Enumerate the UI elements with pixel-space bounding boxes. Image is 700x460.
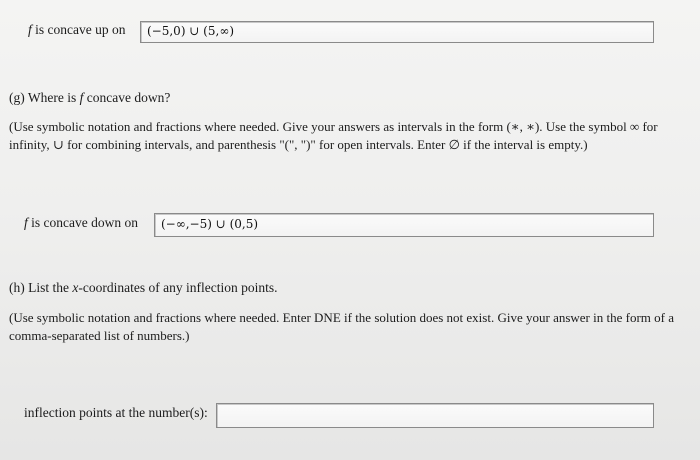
part-g-instructions [9,118,689,154]
concave-down-function-symbol: f [24,215,28,230]
part-h-instructions [9,309,689,345]
concave-down-input[interactable]: (−∞,−5) ∪ (0,5) [154,213,654,237]
concave-down-row [24,215,138,231]
part-h-instructions-line2: comma-separated list of numbers.) [9,328,190,343]
part-h-instructions-line1: (Use symbolic notation and fractions where needed. Enter DNE if the solution does not exist. Give your answer in the form of a [9,310,674,325]
inflection-points-label: inflection points at the number(s): [24,405,208,420]
part-g-heading-suffix: concave down? [83,90,171,105]
part-g-heading [9,90,170,106]
part-h-variable-symbol: x [72,280,79,295]
part-g-instructions-line2: infinity, ∪ for combining intervals, and parenthesis "(", ")" for open intervals. Enter ∅ if the interval is empty.) [9,137,588,152]
inflection-points-input[interactable] [216,403,654,428]
part-g-instructions-line1: (Use symbolic notation and fractions where needed. Give your answers as intervals in the form (∗, ∗). Use the symbol ∞ for [9,119,658,134]
part-h-heading [9,280,277,296]
concave-down-label-text: is concave down on [27,215,138,230]
concave-down-label [24,215,138,231]
part-h-heading-suffix: -coordinates of any inflection points. [78,280,278,295]
part-g-heading-prefix: (g) Where is [9,90,80,105]
part-h-heading-prefix: (h) List the [9,280,73,295]
part-g-function-symbol: f [79,90,84,105]
inflection-points-row [24,405,208,421]
concave-up-row [28,22,126,38]
concave-up-input[interactable]: (−5,0) ∪ (5,∞) [140,21,654,43]
concave-up-label-text: is concave up on [31,22,126,37]
function-symbol: f [28,22,32,37]
concave-up-label [28,22,126,38]
